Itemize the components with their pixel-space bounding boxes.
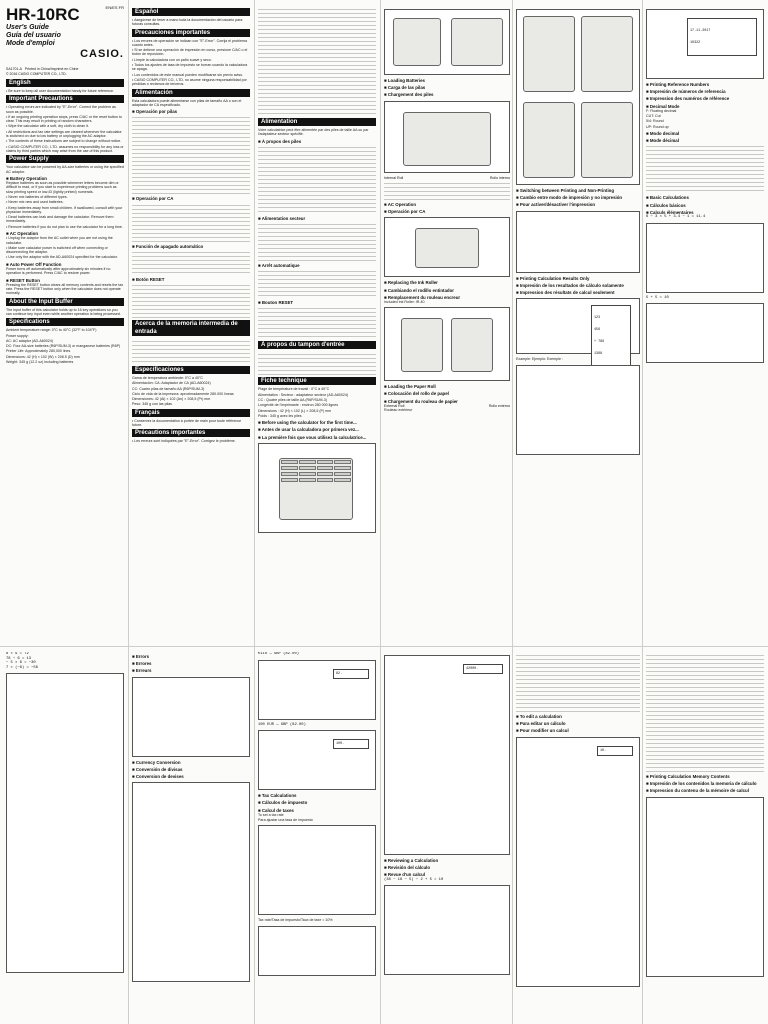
example-line: 8 × 9 = 72 [6,652,29,656]
label-exterieur: Rouleau extérieur [384,408,413,413]
column-illustrations [384,6,510,413]
specs-heading: Especificaciones [132,366,250,374]
tape-line: 1368 [594,352,603,357]
printed-sample [516,365,640,455]
ref-heading: ■ Printing Reference Numbers [646,82,764,87]
before-use-heading-fr: ■ La première fois que vous utilisez la calculatrice... [258,435,376,440]
power-heading: Alimentación [132,89,250,97]
power-text: Esta calculadora puede alimentarse con pilas de tamaño AA o con el adaptador de CA especificado. [132,98,242,107]
spec-item: Weight: 345 g (12.2 oz) including batteries [6,359,74,364]
memory-tape [646,797,764,977]
lower-column-1 [6,652,124,1018]
errors-heading: ■ Errors [132,654,250,659]
error-tape [132,677,250,757]
precautions-heading: Important Precautions [6,95,124,103]
battery-item: • Keep batteries away from small children. If swallowed, consult with your physician immediately. [6,206,124,215]
spec-item: Gama de temperatura ambiente: 0°C a 40°C [132,375,203,380]
battery-illustration [384,9,510,75]
load-paper-heading: ■ Loading the Paper Roll [384,384,510,389]
adaptor-plug [415,228,479,268]
lower-column-6 [646,652,764,1018]
switching-heading: ■ Switching between Printing and Non-Printing [516,188,640,193]
apo-heading: ■ Auto Power Off Function [6,262,124,267]
paper-roll-illustration [384,101,510,173]
calculator-body [279,458,353,520]
tax-heading-es: ■ Cálculos de impuesto [258,800,376,805]
calculs-heading: ■ Calculs élémentaires [646,210,764,215]
precaution-item: • All restrictions and tax rate settings are cleared whenever the calculator is switched on due to low battery or unplugging the AC adaptor. [6,130,124,139]
spec-item: DC: Four AA-size batteries (R6P/SUM-3) or manganese batteries (R6P) [6,344,121,349]
ink-step-a [401,318,443,372]
apo-heading: ■ Función de apagado automático [132,244,250,249]
buffer-heading: Acerca de la memoria intermedia de entrada [132,320,250,336]
conversion-fr-heading: ■ Conversion de devises [132,774,250,779]
reset-heading: ■ Bouton RESET [258,300,376,305]
lower-column-3 [258,652,376,1018]
fold-line [512,0,513,1024]
spec-item: CC: Cuatro pilas de tamaño AA (R6P/SUM-3) [132,386,205,391]
reference-illustration [646,9,764,79]
ink-model: Included Ink Roller: IR-40 [384,299,425,304]
gbp-result [333,739,369,749]
column-francais [258,6,376,536]
filler-text [258,351,376,375]
review-illustration [384,655,510,855]
result-value: 100. [336,742,345,747]
spec-item: Dimensions : 42 (H) × 102 (L) × 208,5 (P) mm [258,408,332,413]
memory-heading-fr: ■ Impression du contenu de la mémoire de calcul [646,788,764,793]
battery-heading: ■ Operación por pilas [132,109,250,114]
tape-example [591,305,631,367]
spec-item: Printer Life: Approximately 280,000 lines [6,349,71,354]
tax-rate-es: Para ajustar una tasa de impuesto [258,818,313,823]
chargement-piles-heading: ■ Chargement des piles [384,92,510,97]
spec-item: Longévité de l'imprimante : environ 280 000 lignes [258,403,338,408]
basic-calc-heading: ■ Basic Calculations [646,195,764,200]
edit-illustration [516,737,640,987]
filler-text [132,282,250,318]
impression-heading: ■ Impression des résultats de calcul seulement [516,290,640,295]
specs-heading: Specifications [6,318,124,326]
tax-heading: ■ Tax Calculations [258,793,376,798]
filler-text [132,249,250,275]
op-ca-heading: ■ Operación por CA [384,209,510,214]
printed-in: Printed in China/Imprimé en Chine [24,67,79,71]
precaution-item: • Los contenidos de este manual pueden modificarse sin previo aviso. [132,73,250,77]
review-tape [463,664,503,674]
ac-heading: ■ Operación por CA [132,196,250,201]
battery-heading: ■ Battery Operation [6,176,124,181]
intro-text: • Conservez la documentation à portée de main pour toute référence future. [132,419,250,428]
model-title: HR-10RC [6,6,80,24]
spec-item: Plage de température de travail : 0°C à 40°C [258,387,330,392]
date-tape [687,18,757,56]
filler-text [132,202,250,242]
fold-line [642,0,643,1024]
precautions-heading: Précautions importantes [132,429,250,437]
basic-example: 6 ÷ 3 × 5 + 3.4 − 1 = 11.4 [646,215,706,220]
fold-line [380,0,381,1024]
gbp-example-b: 100 EUR → GBP (82.00) [258,722,306,727]
print-switch-illustration [516,211,640,273]
guide-title-en: User's Guide [6,24,49,31]
gbp-result [333,669,369,679]
brand-logo: CASIO. [80,48,124,60]
tax-tape-2 [258,926,376,976]
specs-heading: Fiche technique [258,377,376,385]
filler-text [258,221,376,261]
date-line: 10322 [690,41,701,45]
result-value: 42000. [466,667,479,671]
print-code: SA1701-A [6,67,22,71]
examples-tape [6,673,124,973]
lower-column-5 [516,652,640,1018]
tax-rate-note: Tax rate/Tasa de impuesto/Taux de taxe = 10% [258,918,333,923]
edit-tape [597,746,633,756]
precaution-item: • The contents of these instructions are subject to change without notice. [6,139,124,143]
currency-tape [132,782,250,982]
round-legend: 5/4: Round [646,119,664,124]
fold-line [254,0,255,1024]
cover-block [6,6,124,64]
step-1 [523,16,575,92]
precaution-item: • Si se detiene una operación de impresión en curso, presione C/AC o el botón de reposición. [132,48,250,57]
f-legend: F: Floating decimal [646,108,677,113]
edit-heading-fr: ■ Pour modifier un calcul [516,728,640,733]
ac-item: • Make sure calculator power is switched off when connecting or disconnecting the adaptor. [6,246,124,255]
precaution-item: • Les erreurs sont indiquées par "E"-Error". Corrigez le problème. [132,439,250,443]
fold-line [128,0,129,1024]
filler-text [132,338,250,364]
ink-step-b [451,318,493,372]
precaution-item: • Operating errors are indicated by "E"-Error". Correct the problem as soon as possible. [6,105,124,114]
spec-item: Poids : 345 g avec les piles [258,413,302,418]
spec-item: Dimensiones: 42 (Al) × 102 (An) × 208,5 (Pr) mm [132,397,211,402]
review-example: (38 − 18 − 5) ÷ 2 + 5 = 10 [384,877,444,882]
memory-heading-es: ■ Impresión de los contenidos la memoria de cálculo [646,781,764,786]
battery-item: • Never mix new and used batteries. [6,200,124,204]
remplacement-heading: ■ Remplacement du rouleau encreur [384,295,510,300]
precautions-heading: Precauciones importantes [132,29,250,37]
edit-heading: ■ To edit a calculation [516,714,640,719]
gbp-tape-b [258,730,376,790]
filler-text [646,143,764,193]
ac-item: • Unplug the adaptor from the AC outlet when you are not using the calculator. [6,236,124,245]
intro-text: • Be sure to keep all user documentation handy for future reference. [6,89,124,93]
apo-heading: ■ Arrêt automatique [258,263,376,268]
conversion-heading: ■ Conversión de divisas [132,767,250,772]
reset-heading: ■ RESET Button [6,278,124,283]
reset-heading: ■ Botón RESET [132,277,250,282]
precaution-item: • Los errores de operación se indican con "E"-Error". Corrija el problema cuanto antes. [132,39,250,48]
battery-heading: ■ À propos des piles [258,139,376,144]
ac-heading: ■ AC Operation [6,231,124,236]
ref-heading-fr: ■ Impression des numéros de référence [646,96,764,101]
erreurs-heading: ■ Erreurs [132,668,250,673]
filler-text [384,180,510,200]
tax-tape [258,825,376,915]
example-line: − 5 × 6 = −30 [6,661,36,666]
date-line: 17.11.2017 [690,29,711,33]
spec-item: CC : Quatre piles de taille AA (R6P/SUM-3) [258,398,327,402]
steps-illustration [516,9,640,185]
tax-rate-set: To set a tax rate [258,812,284,817]
edit-heading-es: ■ Para editar un cálculo [516,721,640,726]
label-external: External Roll [384,403,405,408]
section-heading-english: English [6,79,124,87]
calculator-illustration [258,443,376,533]
decimal-heading: ■ Decimal Mode [646,104,764,109]
spec-item: Alimentation : Secteur : adaptateur secteur (AD-A60024) [258,392,349,397]
mark-tape [646,303,764,363]
precautions-list [6,105,124,153]
tape-line: + 789 [594,340,605,345]
tape-line: 123 [594,316,601,321]
lower-column-2 [132,652,250,1018]
example-label: Example: Ejemplo: Exemple : [516,357,563,362]
printing-results-heading: ■ Printing Calculation Results Only [516,276,640,281]
tax-heading-fr: ■ Calcul de taxes [258,808,376,813]
printed-tape-illustration [516,298,640,357]
gbp-tape-a [258,660,376,720]
print-meta [6,67,124,76]
calculos-heading: ■ Cálculos básicos [646,203,764,208]
copyright: © 2016 CASIO COMPUTER CO., LTD. [6,71,67,76]
impresion-heading: ■ Impresión de los resultados de cálculo solamente [516,283,640,288]
column-printing [516,6,640,458]
adaptor-illustration [384,217,510,277]
section-heading-espanol: Español [132,8,250,16]
errores-heading: ■ Errores [132,661,250,666]
currency-heading: ■ Currency Conversion [132,760,250,765]
filler-text [646,652,764,772]
buffer-heading: About the Input Buffer [6,298,124,306]
supply-text: Votre calculatrice peut être alimentée par des piles de taille AA ou par l'adaptateur secteur spécifié. [258,128,369,137]
spec-item: Alimentación: CA: Adaptador de CA (AD-A60024) [132,381,211,386]
ref-heading-es: ■ Impresión de números de referencia [646,89,764,94]
calculator-underside [393,18,441,66]
supply-heading: Alimentation [258,118,376,126]
result-value: 10. [600,748,607,753]
battery-compartment [451,18,503,66]
review-heading-fr: ■ Revue d'un calcul [384,872,510,877]
precaution-item: • CASIO COMPUTER CO., LTD. assumes no responsibility for any loss or claims by third parties which may arise from the use of this product. [6,145,124,154]
battery-item: • Never mix batteries of different types. [6,195,124,199]
ink-roller-illustration [384,307,510,381]
review-heading: ■ Reviewing a Calculation [384,858,510,863]
spec-item: Dimensions: 42 (H) × 102 (W) × 208.5 (D) mm [6,354,80,359]
filler-text [258,144,376,214]
power-heading: Power Supply [6,155,124,163]
power-text: Your calculator can be powered by AA-size batteries or using the specified AC adaptor. [6,165,124,174]
carga-pilas-heading: ■ Carga de las pilas [384,85,510,90]
fold-line [0,646,768,647]
precaution-item: • Todos los ajustes de tasa de impuesto se borran cuando la calculadora se apaga. [132,63,250,72]
guide-title-es: Guía del usuario [6,32,61,39]
up-legend: UP: Round up [646,124,669,129]
column-english [6,6,124,365]
precaution-item: • If an ongoing printing operation stops, press C/AC or the reset button to clear. This may result in printing of random characters. [6,115,124,124]
language-codes: EN/ES FR [105,6,124,10]
column-espanol [132,6,250,445]
precaution-item: • Limpie la calculadora con un paño suave y seco. [132,58,250,62]
spec-item: Ambient temperature range: 0°C to 40°C (32°F to 104°F) [6,328,97,333]
cut-legend: CUT: Cut [646,114,661,119]
guide-title-fr: Mode d'emploi [6,40,55,47]
example-line: 78 ÷ 6 = 13 [6,656,32,661]
mode-decimal-heading: ■ Mode décimal [646,138,764,143]
filler-text [132,114,250,194]
gbp-example-a: €110 → GBP (82.00) [258,652,300,656]
before-use-heading: ■ Before using the calculator for the first time... [258,420,376,425]
filler-text [516,652,640,712]
example-line: 7 × (−8) = −56 [6,665,38,670]
memory-heading: ■ Printing Calculation Memory Contents [646,774,764,779]
step-4 [581,102,633,178]
replace-ink-heading: ■ Replacing the Ink Roller [384,280,510,285]
precaution-item: • CASIO COMPUTER CO., LTD. no asume ninguna responsabilidad por pérdidas o reclamos de terceros. [132,78,250,87]
loading-batteries-heading: ■ Loading Batteries [384,78,510,83]
column-reference [646,6,764,366]
filler-text [258,268,376,298]
precaution-item: • Wipe the calculator with a soft, dry cloth to clean it. [6,124,124,128]
intro-text: • Asegúrese de tener a mano toda la documentación del usuario para futuras consultas. [132,18,250,27]
tape-line: 456 [594,328,601,333]
step-2 [581,16,633,92]
spec-item: Power supply: [6,333,29,338]
apo-text: Power turns off automatically after approximately six minutes if no operation is performed. Press C/AC to restore power. [6,266,111,276]
colocacion-heading: ■ Colocación del rollo de papel [384,391,510,396]
battery-item: • Remove batteries if you do not plan to use the calculator for a long time. [6,225,124,229]
buffer-heading: À propos du tampon d'entrée [258,341,376,349]
before-use-heading-es: ■ Antes de usar la calculadora por primera vez... [258,427,376,432]
ac-item: • Use only the adaptor with the AD-A60024 specified for the calculator. [6,255,124,259]
cambio-tinta-heading: ■ Cambiando el rodillo entintador [384,288,510,293]
filler-text [258,305,376,339]
spec-item: AC: AC adaptor (AD-A60024) [6,338,53,343]
result-value: 82. [336,671,343,676]
spec-item: Peso: 345 g con las pilas [132,402,172,407]
label-interno: Rollo interno [489,175,510,180]
label-internal: Internal Roll [384,175,404,180]
section-heading-francais: Français [132,409,250,417]
label-externo: Rollo externo [488,403,510,408]
basic-calc-tape [646,223,764,293]
buffer-text: The input buffer of this calculator holds up to 16 key operations so you can continue key input even while another operation is being processed. [6,307,121,316]
modo-decimal-heading: ■ Modo decimal [646,131,764,136]
reset-text: Pressing the RESET button clears all memory contents and resets the tax rate. Press the RESET button only when the calculator does not operate normally. [6,282,124,296]
calculator-top [403,112,491,166]
lower-column-4 [384,652,510,1018]
ac-op-heading: ■ AC Operation [384,202,510,207]
battery-item: • Dead batteries can leak and damage the calculator. Remove them immediately. [6,215,124,224]
chargement-papier-heading: ■ Chargement du rouleau de papier [384,399,510,404]
mark-example: 5 + 5 = 10 [646,295,669,300]
step-3 [523,102,575,178]
filler-text [258,6,376,116]
ac-heading: ■ Alimentation secteur [258,216,376,221]
activer-heading: ■ Pour activer/désactiver l'impression [516,202,640,207]
spec-item: Ciclo de vida de la impresora: aproximadamente 280.000 líneas [132,391,234,396]
battery-text: Replace batteries as soon as possible whenever letters become dim or difficult to read, or if you start to experience printing problems such as slow printing speed or low-ID (lightly printed) numerals. [6,181,119,194]
review-heading-es: ■ Revisión del cálculo [384,865,510,870]
cambio-modo-heading: ■ Cambio entre modo de impresión y no impresión [516,195,640,200]
review-tape-2 [384,885,510,975]
